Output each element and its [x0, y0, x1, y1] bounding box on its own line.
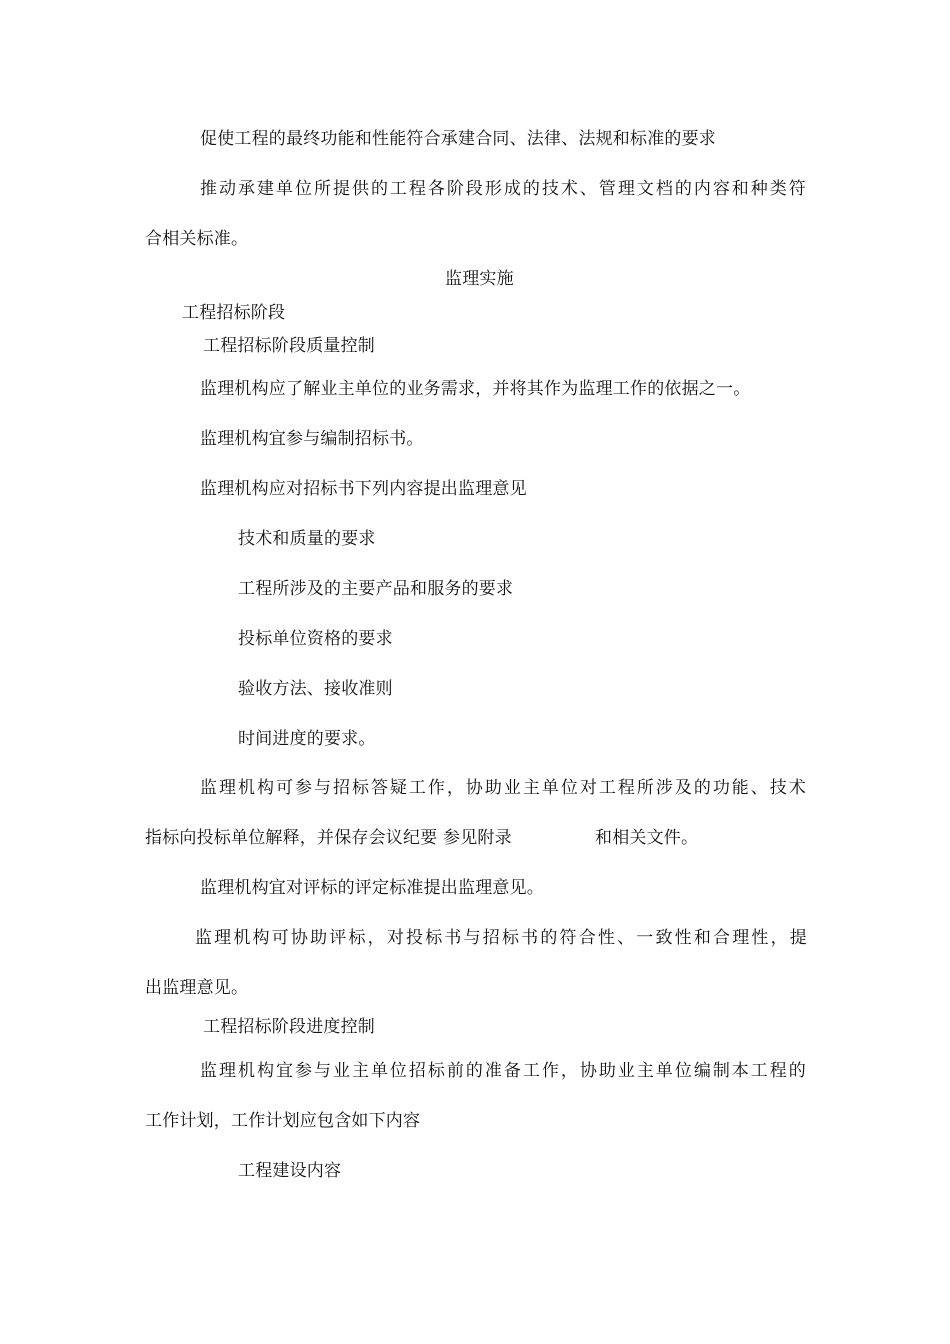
list-item: 投标单位资格的要求: [238, 629, 393, 649]
paragraph-q5: 监理机构宜对评标的评定标准提出监理意见。: [200, 878, 544, 898]
paragraph-q4-line-2b: 和相关文件。: [595, 828, 699, 848]
paragraph-q4-line-1: 监理机构可参与招标答疑工作，协助业主单位对工程所涉及的功能、技术: [200, 778, 806, 798]
paragraph-s1-line-1: 监理机构宜参与业主单位招标前的准备工作，协助业主单位编制本工程的: [200, 1061, 806, 1081]
paragraph-2-line-1: 推动承建单位所提供的工程各阶段形成的技术、管理文档的内容和种类符: [200, 179, 806, 199]
paragraph-2-line-2: 合相关标准。: [145, 229, 249, 249]
paragraph-q2: 监理机构宜参与编制招标书。: [200, 429, 424, 449]
paragraph-q4-line-2a: 指标向投标单位解释，并保存会议纪要 参见附录: [145, 828, 512, 848]
list-item: 工程所涉及的主要产品和服务的要求: [238, 579, 514, 599]
heading-schedule-control: 工程招标阶段进度控制: [203, 1017, 375, 1037]
list-item: 时间进度的要求。: [238, 729, 376, 749]
list-item: 技术和质量的要求: [238, 529, 376, 549]
paragraph-q6-line-2: 出监理意见。: [145, 978, 249, 998]
heading-bidding-stage: 工程招标阶段: [182, 303, 286, 323]
paragraph-1: 促使工程的最终功能和性能符合承建合同、法律、法规和标准的要求: [200, 129, 716, 149]
heading-quality-control: 工程招标阶段质量控制: [203, 336, 375, 356]
paragraph-q6-line-1: 监理机构可协助评标，对投标书与招标书的符合性、一致性和合理性，提: [195, 928, 807, 948]
list-item: 验收方法、接收准则: [238, 679, 393, 699]
paragraph-s1-line-2: 工作计划，工作计划应包含如下内容: [145, 1111, 421, 1131]
paragraph-q3: 监理机构应对招标书下列内容提出监理意见: [200, 479, 527, 499]
paragraph-q1: 监理机构应了解业主单位的业务需求，并将其作为监理工作的依据之一。: [200, 379, 751, 399]
list-item: 工程建设内容: [238, 1161, 342, 1181]
section-title: 监理实施: [445, 269, 514, 289]
